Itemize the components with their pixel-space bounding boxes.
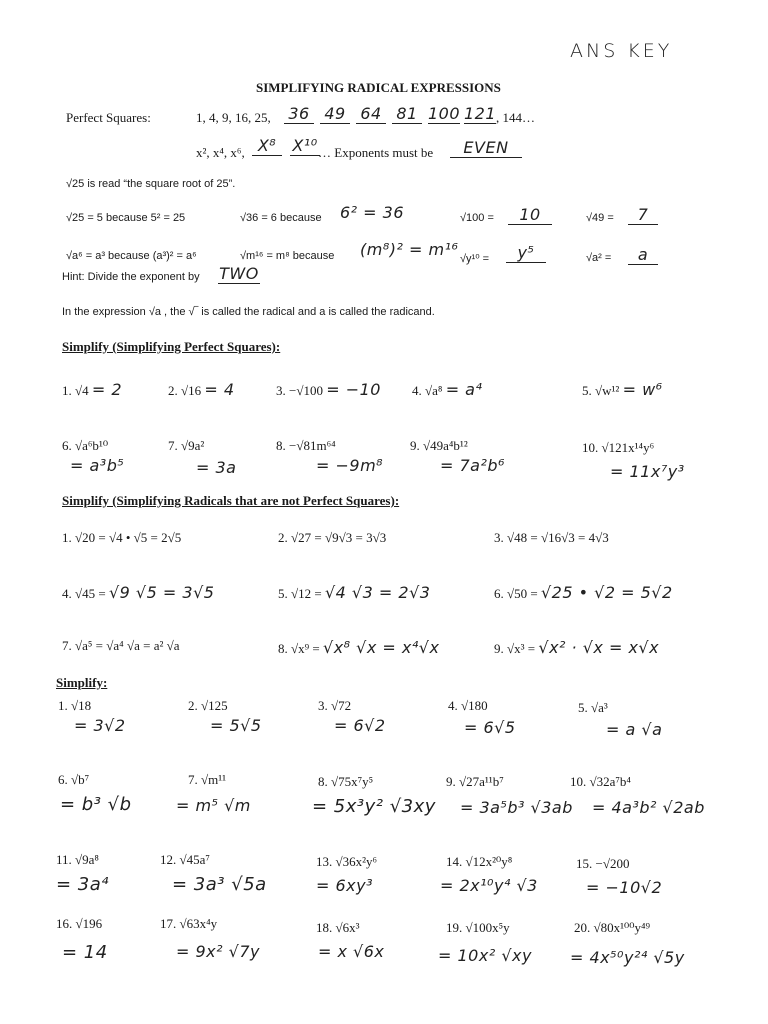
problem-number: 14. <box>446 854 463 869</box>
example-sqrt-y10-answer: y⁵ <box>506 243 546 263</box>
handwritten-answer: = 5√5 <box>210 716 262 735</box>
exponents-tail: … Exponents must be <box>318 145 434 160</box>
section-heading-simplify: Simplify: <box>56 675 108 690</box>
problem-expression: √196 <box>75 916 103 931</box>
handwritten-answer: = 4a³b² √2ab <box>592 798 705 817</box>
problem-number: 13. <box>316 854 333 869</box>
handwritten-answer: = 11x⁷y³ <box>610 462 685 481</box>
example-sqrt-36: √36 = 6 because <box>240 212 322 224</box>
problem-number: 9. <box>410 438 420 453</box>
section-heading-perfect-squares: Simplify (Simplifying Perfect Squares): <box>62 339 281 354</box>
problem-number: 4. <box>448 698 458 713</box>
problem-expression: √50 = <box>507 586 538 601</box>
example-sqrt-49-answer: 7 <box>628 205 658 225</box>
problem-expression: √9a⁸ <box>75 852 99 867</box>
problem-number: 2. <box>168 383 178 398</box>
problem-number: 11. <box>56 852 72 867</box>
problem-expression: √27 = √9√3 = 3√3 <box>291 530 387 545</box>
handwritten-answer: = 5x³y² √3xy <box>312 796 436 817</box>
perfect-square-answer: 100 <box>428 104 461 123</box>
handwritten-answer: = 14 <box>62 942 108 963</box>
problem-expression: −√100 <box>289 383 323 398</box>
handwritten-answer: √25 • √2 = 5√2 <box>540 583 673 602</box>
problem-number: 10. <box>582 440 599 455</box>
handwritten-answer: = 10x² √xy <box>438 946 532 965</box>
problem-number: 15. <box>576 856 593 871</box>
problem-number: 6. <box>494 586 504 601</box>
problem-number: 5. <box>582 383 592 398</box>
example-sqrt-a2: √a² = <box>586 252 612 264</box>
problem-number: 8. <box>278 641 288 656</box>
exponents-printed: x², x⁴, x⁶, <box>196 145 245 160</box>
handwritten-answer: = 6xy³ <box>316 876 374 895</box>
problem-expression: √a⁸ <box>425 383 443 398</box>
handwritten-answer: = 3a⁴ <box>56 874 110 895</box>
handwritten-answer: = 4 <box>204 380 235 399</box>
hint-answer: TWO <box>219 264 259 283</box>
exponent-answer: X⁸ <box>252 136 282 156</box>
perfect-square-answer: 121 <box>464 104 497 123</box>
perfect-squares-end: , 144… <box>496 110 535 125</box>
problem-expression: √12 = <box>291 586 322 601</box>
problem-number: 16. <box>56 916 73 931</box>
problem-number: 2. <box>278 530 288 545</box>
problem-expression: √121x¹⁴y⁶ <box>601 440 655 455</box>
problem-number: 5. <box>578 700 588 715</box>
problem-number: 18. <box>316 920 333 935</box>
problem-expression: √9a² <box>181 438 205 453</box>
problem-number: 3. <box>494 530 504 545</box>
problem-number: 6. <box>58 772 68 787</box>
example-sqrt-100: √100 = <box>460 212 494 224</box>
perfect-square-answer: 36 <box>284 104 314 124</box>
example-sqrt-a2-answer: a <box>628 245 658 265</box>
handwritten-answer: = b³ √b <box>60 794 132 815</box>
handwritten-answer: = a √a <box>606 720 663 739</box>
problem-expression: √12x²⁰y⁸ <box>465 854 513 869</box>
problem-expression: √4 <box>75 383 89 398</box>
handwritten-answer: √9 √5 = 3√5 <box>108 583 215 602</box>
example-sqrt-36-answer: 6² = 36 <box>340 203 405 222</box>
section-heading-non-perfect-squares: Simplify (Simplifying Radicals that are not Perfect Squares): <box>62 493 400 508</box>
handwritten-answer: = 2 <box>91 380 123 399</box>
problem-expression: √x³ = <box>507 641 536 656</box>
problem-number: 7. <box>62 638 72 653</box>
handwritten-answer: √4 √3 = 2√3 <box>324 583 431 602</box>
problem-number: 9. <box>446 774 456 789</box>
handwritten-answer: = 2x¹⁰y⁴ √3 <box>440 876 538 895</box>
perfect-squares-label: Perfect Squares: <box>66 110 151 125</box>
problem-number: 1. <box>62 383 72 398</box>
example-sqrt-100-answer: 10 <box>508 205 552 225</box>
handwritten-answer: = 4x⁵⁰y²⁴ √5y <box>570 948 685 967</box>
problem-expression: √18 <box>71 698 92 713</box>
handwritten-answer: = m⁵ √m <box>176 796 251 815</box>
problem-number: 5. <box>278 586 288 601</box>
handwritten-answer: = w⁶ <box>622 380 663 399</box>
problem-number: 1. <box>62 530 72 545</box>
answer-key-label: ANS KEY <box>570 40 673 62</box>
handwritten-answer: = 6√5 <box>464 718 516 737</box>
problem-expression: √72 <box>331 698 352 713</box>
problem-expression: √20 = √4 • √5 = 2√5 <box>75 530 182 545</box>
handwritten-answer: = −9m⁸ <box>316 456 384 475</box>
perfect-squares-printed: 1, 4, 9, 16, 25, <box>196 110 271 125</box>
example-sqrt-m16-answer: (m⁸)² = m¹⁶ <box>360 240 459 259</box>
problem-number: 6. <box>62 438 72 453</box>
problem-number: 7. <box>168 438 178 453</box>
problem-expression: √a⁶b¹⁰ <box>75 438 109 453</box>
problem-number: 2. <box>188 698 198 713</box>
problem-number: 3. <box>276 383 286 398</box>
problem-number: 4. <box>62 586 72 601</box>
problem-number: 7. <box>188 772 198 787</box>
problem-expression: √36x²y⁶ <box>335 854 378 869</box>
hint-text: Hint: Divide the exponent by <box>62 271 200 283</box>
problem-number: 8. <box>318 774 328 789</box>
handwritten-answer: = 3a⁵b³ √3ab <box>460 798 573 817</box>
handwritten-answer: √x² · √x = x√x <box>538 638 660 657</box>
example-sqrt-25: √25 = 5 because 5² = 25 <box>66 212 186 224</box>
handwritten-answer: = a³b⁵ <box>70 456 125 475</box>
problem-expression: √80x¹⁰⁰y⁴⁹ <box>593 920 651 935</box>
example-sqrt-a6: √a⁶ = a³ because (a³)² = a⁶ <box>66 250 197 262</box>
handwritten-answer: √x⁸ √x = x⁴√x <box>323 638 440 657</box>
problem-expression: −√81m⁶⁴ <box>289 438 336 453</box>
problem-number: 17. <box>160 916 177 931</box>
handwritten-answer: = 6√2 <box>334 716 386 735</box>
problem-expression: √180 <box>461 698 488 713</box>
radical-radicand-note: In the expression √a , the √‾ is called the radical and a is called the radicand. <box>62 306 435 318</box>
problem-expression: √75x⁷y⁵ <box>331 774 374 789</box>
problem-expression: √b⁷ <box>71 772 90 787</box>
problem-expression: √x⁹ = <box>291 641 320 656</box>
problem-number: 20. <box>574 920 591 935</box>
handwritten-answer: = x √6x <box>318 942 385 961</box>
exponent-answer: X¹⁰ <box>290 136 320 156</box>
problem-expression: √45a⁷ <box>179 852 210 867</box>
example-sqrt-49: √49 = <box>586 212 614 224</box>
problem-expression: √45 = <box>75 586 106 601</box>
square-root-read-note: √25 is read “the square root of 25”. <box>66 178 236 190</box>
problem-number: 8. <box>276 438 286 453</box>
problem-expression: √63x⁴y <box>179 916 218 931</box>
problem-expression: √m¹¹ <box>201 772 227 787</box>
problem-expression: √a⁵ = √a⁴ √a = a² √a <box>75 638 180 653</box>
handwritten-answer: = 7a²b⁶ <box>440 456 505 475</box>
problem-number: 10. <box>570 774 587 789</box>
problem-expression: √48 = √16√3 = 4√3 <box>507 530 609 545</box>
perfect-square-answer: 64 <box>356 104 386 124</box>
problem-expression: √32a⁷b⁴ <box>589 774 631 789</box>
problem-number: 19. <box>446 920 463 935</box>
exponents-even-answer: EVEN <box>450 138 522 158</box>
handwritten-answer: = 9x² √7y <box>176 942 260 961</box>
problem-number: 1. <box>58 698 68 713</box>
perfect-square-answer: 81 <box>392 104 422 124</box>
problem-number: 9. <box>494 641 504 656</box>
handwritten-answer: = 3√2 <box>74 716 126 735</box>
problem-number: 4. <box>412 383 422 398</box>
handwritten-answer: = −10 <box>326 380 381 399</box>
problem-expression: −√200 <box>595 856 630 871</box>
handwritten-answer: = 3a <box>196 458 237 477</box>
problem-expression: √16 <box>181 383 202 398</box>
problem-expression: √125 <box>201 698 228 713</box>
perfect-square-answer: 49 <box>320 104 350 124</box>
problem-expression: √a³ <box>591 700 608 715</box>
problem-number: 3. <box>318 698 328 713</box>
page-title: SIMPLIFYING RADICAL EXPRESSIONS <box>256 80 501 95</box>
example-sqrt-m16: √m¹⁶ = m⁸ because <box>240 250 335 262</box>
problem-expression: √6x³ <box>335 920 360 935</box>
handwritten-answer: = 3a³ √5a <box>172 874 267 895</box>
problem-number: 12. <box>160 852 177 867</box>
handwritten-answer: = −10√2 <box>586 878 663 897</box>
problem-expression: √27a¹¹b⁷ <box>459 774 504 789</box>
problem-expression: √49a⁴b¹² <box>423 438 468 453</box>
example-sqrt-y10: √y¹⁰ = <box>460 253 490 265</box>
problem-expression: √100x⁵y <box>465 920 510 935</box>
problem-expression: √w¹² <box>595 383 620 398</box>
handwritten-answer: = a⁴ <box>445 380 483 399</box>
